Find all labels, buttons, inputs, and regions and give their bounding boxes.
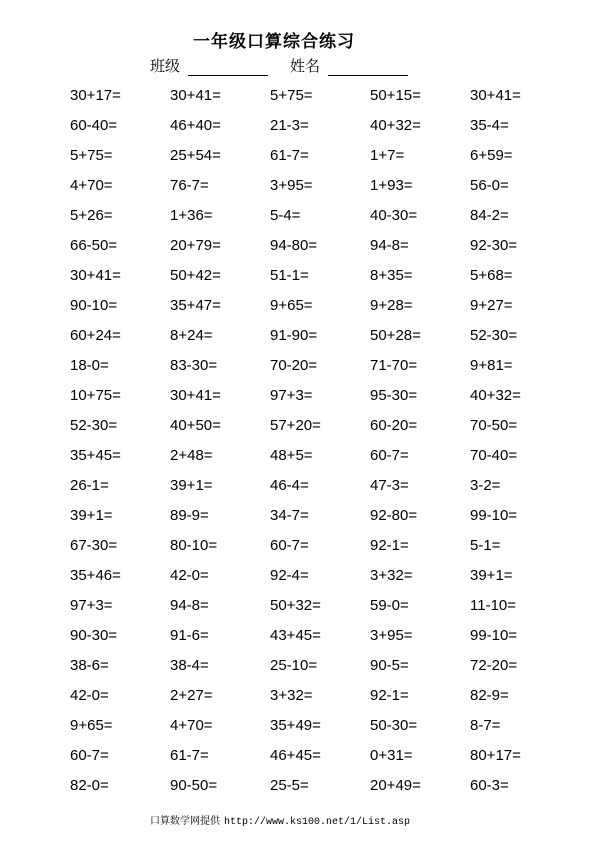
arithmetic-problem: 5-1= bbox=[470, 536, 501, 554]
arithmetic-problem: 50+15= bbox=[370, 86, 421, 104]
problem-row bbox=[70, 380, 575, 410]
arithmetic-problem: 25-5= bbox=[270, 776, 309, 794]
arithmetic-problem: 60+24= bbox=[70, 326, 121, 344]
arithmetic-problem: 9+65= bbox=[70, 716, 113, 734]
problem-row bbox=[70, 470, 575, 500]
arithmetic-problem: 48+5= bbox=[270, 446, 313, 464]
arithmetic-problem: 92-1= bbox=[370, 536, 409, 554]
arithmetic-problem: 80-10= bbox=[170, 536, 218, 554]
name-label: 姓名 bbox=[290, 57, 321, 75]
arithmetic-problem: 1+93= bbox=[370, 176, 413, 194]
arithmetic-problem: 5+75= bbox=[270, 86, 313, 104]
arithmetic-problem: 35-4= bbox=[470, 116, 509, 134]
problem-row bbox=[70, 230, 575, 260]
arithmetic-problem: 71-70= bbox=[370, 356, 418, 374]
arithmetic-problem: 42-0= bbox=[70, 686, 109, 704]
arithmetic-problem: 50-30= bbox=[370, 716, 418, 734]
arithmetic-problem: 94-80= bbox=[270, 236, 318, 254]
arithmetic-problem: 35+46= bbox=[70, 566, 121, 584]
arithmetic-problem: 5+68= bbox=[470, 266, 513, 284]
footer bbox=[150, 812, 410, 828]
student-info bbox=[150, 55, 408, 76]
arithmetic-problem: 61-7= bbox=[270, 146, 309, 164]
arithmetic-problem: 95-30= bbox=[370, 386, 418, 404]
arithmetic-problem: 46+40= bbox=[170, 116, 221, 134]
arithmetic-problem: 2+48= bbox=[170, 446, 213, 464]
arithmetic-problem: 70-50= bbox=[470, 416, 518, 434]
arithmetic-problem: 5+26= bbox=[70, 206, 113, 224]
arithmetic-problem: 26-1= bbox=[70, 476, 109, 494]
problem-row bbox=[70, 680, 575, 710]
arithmetic-problem: 57+20= bbox=[270, 416, 321, 434]
arithmetic-problem: 30+41= bbox=[470, 86, 521, 104]
problem-row bbox=[70, 530, 575, 560]
arithmetic-problem: 1+36= bbox=[170, 206, 213, 224]
arithmetic-problem: 1+7= bbox=[370, 146, 405, 164]
arithmetic-problem: 91-6= bbox=[170, 626, 209, 644]
arithmetic-problem: 30+41= bbox=[170, 386, 221, 404]
arithmetic-problem: 60-7= bbox=[370, 446, 409, 464]
arithmetic-problem: 9+81= bbox=[470, 356, 513, 374]
arithmetic-problem: 61-7= bbox=[170, 746, 209, 764]
arithmetic-problem: 84-2= bbox=[470, 206, 509, 224]
problem-row bbox=[70, 290, 575, 320]
arithmetic-problem: 90-10= bbox=[70, 296, 118, 314]
arithmetic-problem: 94-8= bbox=[370, 236, 409, 254]
problem-row bbox=[70, 500, 575, 530]
problem-row bbox=[70, 320, 575, 350]
arithmetic-problem: 3-2= bbox=[470, 476, 501, 494]
arithmetic-problem: 91-90= bbox=[270, 326, 318, 344]
arithmetic-problem: 92-30= bbox=[470, 236, 518, 254]
arithmetic-problem: 40+32= bbox=[470, 386, 521, 404]
arithmetic-problem: 83-30= bbox=[170, 356, 218, 374]
arithmetic-problem: 90-30= bbox=[70, 626, 118, 644]
arithmetic-problem: 3+95= bbox=[270, 176, 313, 194]
arithmetic-problem: 46+45= bbox=[270, 746, 321, 764]
problem-row bbox=[70, 110, 575, 140]
arithmetic-problem: 97+3= bbox=[70, 596, 113, 614]
class-label: 班级 bbox=[150, 57, 181, 75]
problem-row bbox=[70, 200, 575, 230]
arithmetic-problem: 90-5= bbox=[370, 656, 409, 674]
arithmetic-problem: 3+95= bbox=[370, 626, 413, 644]
name-blank-line bbox=[328, 60, 408, 76]
arithmetic-problem: 92-4= bbox=[270, 566, 309, 584]
problem-grid bbox=[70, 80, 575, 800]
arithmetic-problem: 25-10= bbox=[270, 656, 318, 674]
problem-row bbox=[70, 350, 575, 380]
arithmetic-problem: 56-0= bbox=[470, 176, 509, 194]
arithmetic-problem: 50+28= bbox=[370, 326, 421, 344]
arithmetic-problem: 40-30= bbox=[370, 206, 418, 224]
footer-provider: 口算数学网提供 bbox=[150, 816, 220, 827]
arithmetic-problem: 38-6= bbox=[70, 656, 109, 674]
arithmetic-problem: 35+47= bbox=[170, 296, 221, 314]
arithmetic-problem: 46-4= bbox=[270, 476, 309, 494]
class-blank-line bbox=[188, 60, 268, 76]
arithmetic-problem: 52-30= bbox=[470, 326, 518, 344]
arithmetic-problem: 76-7= bbox=[170, 176, 209, 194]
arithmetic-problem: 0+31= bbox=[370, 746, 413, 764]
arithmetic-problem: 50+42= bbox=[170, 266, 221, 284]
problem-row bbox=[70, 620, 575, 650]
problem-row bbox=[70, 590, 575, 620]
arithmetic-problem: 20+49= bbox=[370, 776, 421, 794]
arithmetic-problem: 94-8= bbox=[170, 596, 209, 614]
arithmetic-problem: 11-10= bbox=[470, 596, 517, 614]
arithmetic-problem: 60-7= bbox=[270, 536, 309, 554]
arithmetic-problem: 8-7= bbox=[470, 716, 501, 734]
arithmetic-problem: 6+59= bbox=[470, 146, 513, 164]
arithmetic-problem: 42-0= bbox=[170, 566, 209, 584]
arithmetic-problem: 70-20= bbox=[270, 356, 318, 374]
arithmetic-problem: 8+24= bbox=[170, 326, 213, 344]
problem-row bbox=[70, 650, 575, 680]
problem-row bbox=[70, 140, 575, 170]
arithmetic-problem: 34-7= bbox=[270, 506, 309, 524]
arithmetic-problem: 18-0= bbox=[70, 356, 109, 374]
arithmetic-problem: 2+27= bbox=[170, 686, 213, 704]
arithmetic-problem: 70-40= bbox=[470, 446, 518, 464]
arithmetic-problem: 60-40= bbox=[70, 116, 118, 134]
problem-row bbox=[70, 410, 575, 440]
arithmetic-problem: 9+28= bbox=[370, 296, 413, 314]
arithmetic-problem: 97+3= bbox=[270, 386, 313, 404]
arithmetic-problem: 5+75= bbox=[70, 146, 113, 164]
arithmetic-problem: 82-0= bbox=[70, 776, 109, 794]
arithmetic-problem: 59-0= bbox=[370, 596, 409, 614]
problem-row bbox=[70, 170, 575, 200]
arithmetic-problem: 35+49= bbox=[270, 716, 321, 734]
arithmetic-problem: 50+32= bbox=[270, 596, 321, 614]
problem-row bbox=[70, 440, 575, 470]
problem-row bbox=[70, 560, 575, 590]
arithmetic-problem: 82-9= bbox=[470, 686, 509, 704]
arithmetic-problem: 10+75= bbox=[70, 386, 121, 404]
arithmetic-problem: 60-3= bbox=[470, 776, 509, 794]
problem-row bbox=[70, 80, 575, 110]
arithmetic-problem: 39+1= bbox=[70, 506, 113, 524]
arithmetic-problem: 47-3= bbox=[370, 476, 409, 494]
arithmetic-problem: 9+65= bbox=[270, 296, 313, 314]
arithmetic-problem: 30+17= bbox=[70, 86, 121, 104]
arithmetic-problem: 9+27= bbox=[470, 296, 513, 314]
arithmetic-problem: 20+79= bbox=[170, 236, 221, 254]
arithmetic-problem: 66-50= bbox=[70, 236, 118, 254]
arithmetic-problem: 39+1= bbox=[470, 566, 513, 584]
arithmetic-problem: 4+70= bbox=[170, 716, 213, 734]
arithmetic-problem: 25+54= bbox=[170, 146, 221, 164]
arithmetic-problem: 38-4= bbox=[170, 656, 209, 674]
arithmetic-problem: 35+45= bbox=[70, 446, 121, 464]
arithmetic-problem: 52-30= bbox=[70, 416, 118, 434]
arithmetic-problem: 40+32= bbox=[370, 116, 421, 134]
problem-row bbox=[70, 740, 575, 770]
arithmetic-problem: 99-10= bbox=[470, 626, 518, 644]
arithmetic-problem: 51-1= bbox=[270, 266, 309, 284]
arithmetic-problem: 39+1= bbox=[170, 476, 213, 494]
arithmetic-problem: 60-7= bbox=[70, 746, 109, 764]
problem-row bbox=[70, 710, 575, 740]
arithmetic-problem: 90-50= bbox=[170, 776, 218, 794]
arithmetic-problem: 30+41= bbox=[70, 266, 121, 284]
arithmetic-problem: 67-30= bbox=[70, 536, 118, 554]
arithmetic-problem: 92-80= bbox=[370, 506, 418, 524]
arithmetic-problem: 3+32= bbox=[270, 686, 313, 704]
arithmetic-problem: 3+32= bbox=[370, 566, 413, 584]
arithmetic-problem: 21-3= bbox=[270, 116, 309, 134]
footer-url: http://www.ks100.net/1/List.asp bbox=[224, 817, 411, 828]
arithmetic-problem: 60-20= bbox=[370, 416, 418, 434]
arithmetic-problem: 72-20= bbox=[470, 656, 518, 674]
arithmetic-problem: 8+35= bbox=[370, 266, 413, 284]
arithmetic-problem: 43+45= bbox=[270, 626, 321, 644]
arithmetic-problem: 89-9= bbox=[170, 506, 209, 524]
arithmetic-problem: 99-10= bbox=[470, 506, 518, 524]
problem-row bbox=[70, 260, 575, 290]
arithmetic-problem: 92-1= bbox=[370, 686, 409, 704]
worksheet-title: 一年级口算综合练习 bbox=[193, 32, 355, 52]
arithmetic-problem: 30+41= bbox=[170, 86, 221, 104]
arithmetic-problem: 5-4= bbox=[270, 206, 301, 224]
problem-row bbox=[70, 770, 575, 800]
arithmetic-problem: 80+17= bbox=[470, 746, 521, 764]
arithmetic-problem: 4+70= bbox=[70, 176, 113, 194]
arithmetic-problem: 40+50= bbox=[170, 416, 221, 434]
